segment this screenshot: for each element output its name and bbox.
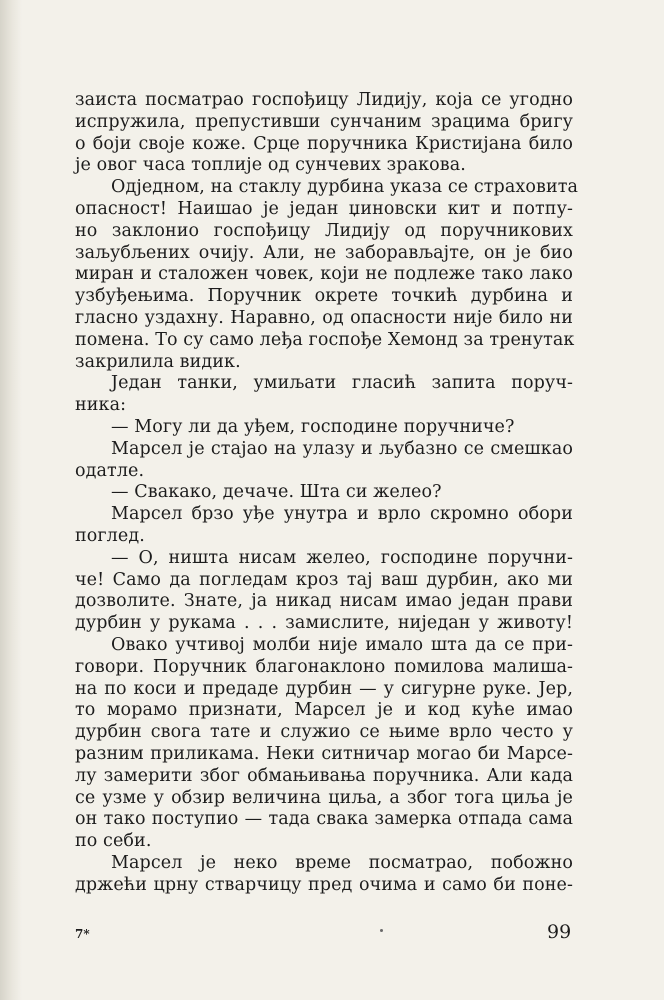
page-number: 99 [547, 921, 572, 943]
text-line: помена. То су само леђа госпође Хемонд за тренутак [75, 329, 575, 350]
text-line: че! Само да погледам кроз тај ваш дурбин, ако ми [75, 569, 573, 590]
text-line: закрилила видик. [75, 351, 241, 372]
page-body-text [75, 90, 579, 896]
footer-dot [380, 929, 383, 932]
text-line: Један танки, умиљати гласић запита поруч- [111, 373, 573, 394]
text-line: — Могу ли да уђем, господине поручниче? [111, 416, 515, 437]
text-line: Овако учтивој молби није имало шта да се при- [111, 634, 573, 655]
text-line: — Свакако, дечаче. Шта си желео? [111, 482, 442, 503]
text-line: на по коси и предаде дурбин — у сигурне руке. Јер, [75, 678, 573, 699]
text-line: Марсел је неко време посматрао, побожно [111, 852, 573, 873]
text-line: по себи. [75, 831, 152, 852]
text-line: но заклонио госпођицу Лидију од поручникових [75, 220, 573, 241]
text-line: лу замерити због обмањивања поручника. Али када [75, 765, 573, 786]
printer-signature-mark: 7* [75, 927, 90, 941]
text-line: то морамо признати, Марсел је и код куће имао [75, 700, 573, 721]
text-line: Одједном, на стаклу дурбина указа се страховита [111, 177, 579, 198]
text-line: — О, ништа нисам желео, господине поручни- [111, 547, 573, 568]
text-line: се узме у обзир величина циља, а због тога циља је [75, 787, 573, 808]
text-line: о боји своје коже. Срце поручника Кристијана било [75, 133, 573, 154]
text-line: дозволите. Знате, ја никад нисам имао један прави [75, 591, 573, 612]
text-line: миран и сталожен човек, који не подлеже тако лако [75, 264, 573, 285]
text-line: испружила, препустивши сунчаним зрацима бригу [75, 111, 573, 132]
text-line: гласно уздахну. Наравно, од опасности није било ни [75, 307, 573, 328]
text-line: је овог часа топлије од сунчевих зракова. [75, 155, 466, 176]
text-line: Марсел је стајао на улазу и љубазно се смешкао [111, 438, 573, 459]
text-line: разним приликама. Неки ситничар могао би Марсе- [75, 743, 573, 764]
text-line: говори. Поручник благонаклоно помилова малиша- [75, 656, 573, 677]
text-line: заиста посматрао госпођицу Лидију, која се угодно [75, 90, 573, 110]
text-line: дурбин у рукама . . . замислите, ниједан у животу! [75, 613, 573, 634]
text-line: дурбин свога тате и служио се њиме врло често у [75, 722, 573, 743]
text-line: узбуђењима. Поручник окрете точкић дурбина и [75, 286, 573, 307]
text-line: он тако поступио — тада свака замерка отпада сама [75, 809, 573, 830]
text-line: Марсел брзо уђе унутра и врло скромно обори [111, 504, 573, 525]
text-line: ника: [75, 395, 127, 416]
page-binding-edge [0, 0, 22, 1000]
text-line: држећи црну стварчицу пред очима и само би поне- [75, 874, 573, 895]
text-line: поглед. [75, 525, 145, 546]
text-line: опасност! Наишао је један џиновски кит и потпу- [75, 198, 573, 219]
text-line: одатле. [75, 460, 145, 481]
text-line: заљубљених очију. Али, не заборављајте, он је био [75, 242, 573, 263]
